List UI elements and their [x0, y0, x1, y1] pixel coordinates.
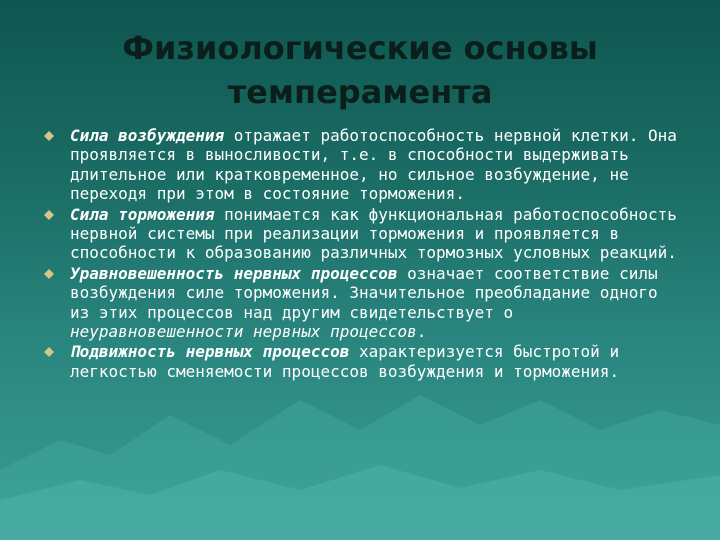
diamond-bullet-icon [44, 131, 54, 141]
list-item [44, 126, 684, 204]
bullet-italic-text: неуравновешенности нервных процессов [70, 322, 417, 342]
term-label: Сила возбуждения [70, 126, 225, 145]
slide-title [0, 26, 720, 114]
diamond-bullet-icon [44, 269, 54, 279]
list-item [44, 205, 684, 263]
bullet-list [44, 126, 684, 382]
term-label: Подвижность нервных процессов [70, 342, 350, 362]
bullet-text: понимается как функциональная работоспособность нервной системы при реализации торможения и проявляется в способности к образованию различных тормозных условных реакций. [70, 204, 677, 263]
bullet-text: означает соответствие силы возбуждения силе торможения. Значительное преобладание одного из этих процессов над другим свидетельствует о [70, 263, 658, 322]
list-item [44, 342, 684, 381]
title-line-2: темперамента [227, 73, 493, 111]
diamond-bullet-icon [44, 210, 54, 220]
title-line-1: Физиологические основы [122, 29, 598, 67]
term-label: Сила торможения [70, 204, 215, 224]
bullet-text: характеризуется быстротой и легкостью сменяемости процессов возбуждения и торможения. [70, 342, 620, 381]
term-label: Уравновешенность нервных процессов [70, 263, 398, 283]
list-item [44, 264, 684, 342]
diamond-bullet-icon [44, 347, 54, 357]
bullet-end: . [416, 322, 427, 342]
bullet-text: отражает работоспособность нервной клетки. Она проявляется в выносливости, т.е. в способности выдерживать длительное или кратковременное, но сильное возбуждение, не переходя при этом в состояние торможения. [70, 126, 677, 204]
